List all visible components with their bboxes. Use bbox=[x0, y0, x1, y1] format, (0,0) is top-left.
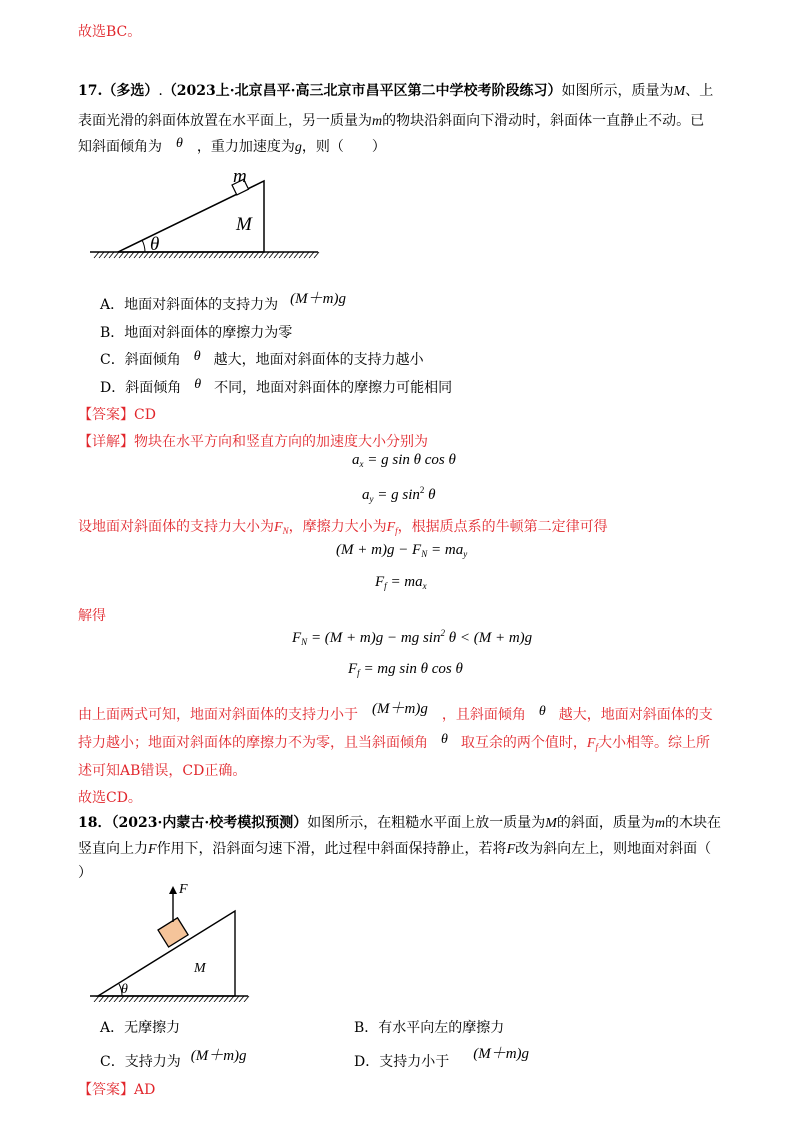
hatch-mark bbox=[159, 996, 164, 1002]
hatch-mark bbox=[309, 252, 314, 258]
option-text: 支持力为 bbox=[124, 1054, 181, 1070]
eq-sub: y bbox=[463, 549, 468, 559]
q18-M: M bbox=[545, 816, 557, 831]
eq-rhs: = mg sin θ cos θ bbox=[359, 661, 463, 677]
hatch-mark bbox=[279, 252, 284, 258]
q18-dot: ． bbox=[97, 815, 112, 831]
q17-m: m bbox=[372, 114, 383, 129]
hatch-mark bbox=[134, 252, 139, 258]
detail-label: 【详解】 bbox=[78, 434, 134, 450]
q17-stem-text: 如图所示，质量为 bbox=[561, 83, 674, 99]
detail-FN-sub: N bbox=[282, 526, 289, 536]
hatch-mark bbox=[174, 996, 179, 1002]
q17-source: （2023上·北京昌平·高三北京市昌平区第二中学校考阶段练习） bbox=[162, 83, 562, 99]
q17-final: 故选CD。 bbox=[78, 790, 142, 806]
hatch-mark bbox=[169, 996, 174, 1002]
q18-incline-figure bbox=[90, 878, 250, 1002]
q18-m: m bbox=[654, 816, 665, 831]
hatch-mark bbox=[269, 252, 274, 258]
option-letter: A． bbox=[100, 297, 125, 313]
conclusion-Ff-sub: f bbox=[595, 742, 598, 752]
conclusion-text: ，且斜面倾角 bbox=[441, 707, 526, 723]
hatch-mark bbox=[234, 996, 239, 1002]
option-letter: D． bbox=[100, 380, 126, 396]
label-M: M bbox=[194, 961, 206, 976]
label-M: M bbox=[236, 214, 252, 235]
option-letter: A． bbox=[100, 1020, 125, 1036]
q17-number: 17. bbox=[78, 83, 103, 99]
force-arrowhead bbox=[169, 886, 177, 894]
hatch-mark bbox=[139, 252, 144, 258]
option-letter: C． bbox=[100, 352, 125, 368]
option-text: 有水平向左的摩擦力 bbox=[378, 1020, 505, 1036]
hatch-mark bbox=[164, 252, 169, 258]
q17-option-c bbox=[100, 349, 424, 369]
q18-stem-text: 的木块在 bbox=[665, 815, 721, 831]
hatch-mark bbox=[229, 996, 234, 1002]
option-formula: (M＋m)g bbox=[473, 1046, 530, 1062]
option-letter: B． bbox=[354, 1020, 379, 1036]
hatch-mark bbox=[289, 252, 294, 258]
hatch-mark bbox=[164, 996, 169, 1002]
q18-option-b bbox=[354, 1017, 504, 1037]
q18-option-d bbox=[354, 1046, 530, 1071]
option-text: 越大，地面对斜面体的支持力越小 bbox=[213, 352, 424, 368]
hatch-mark bbox=[129, 996, 134, 1002]
q17-theta: θ bbox=[176, 136, 183, 151]
q17-stem-text: ，重力加速度为 bbox=[196, 139, 295, 155]
option-theta: θ bbox=[194, 377, 202, 392]
conclusion-text: 持力越小；地面对斜面体的摩擦力不为零，且当斜面倾角 bbox=[78, 735, 428, 751]
angle-arc bbox=[142, 240, 145, 252]
hatch-mark bbox=[169, 252, 174, 258]
hatch-mark bbox=[239, 252, 244, 258]
hatch-mark bbox=[214, 996, 219, 1002]
q17-incline-figure bbox=[90, 165, 320, 265]
hatch-mark bbox=[194, 252, 199, 258]
q17-stem-text: ，则（ ） bbox=[301, 139, 386, 155]
q17-dot: . bbox=[158, 83, 163, 99]
hatch-mark bbox=[99, 996, 104, 1002]
hatch-mark bbox=[219, 996, 224, 1002]
hatch-mark bbox=[244, 996, 249, 1002]
option-letter: D． bbox=[354, 1054, 380, 1070]
q17-stem-text: 表面光滑的斜面体放置在水平面上，另一质量为 bbox=[78, 113, 372, 129]
hatch-mark bbox=[204, 252, 209, 258]
label-theta: θ bbox=[121, 982, 128, 997]
hatch-mark bbox=[239, 996, 244, 1002]
hatch-mark bbox=[104, 252, 109, 258]
eq-Ff-result bbox=[348, 661, 463, 678]
detail-text: ，根据质点系的牛顿第二定律可得 bbox=[397, 519, 608, 535]
conclusion-text: 大小相等。综上所 bbox=[597, 735, 710, 751]
eq-end: θ < (M + m)g bbox=[444, 630, 533, 646]
q17-conclusion-line1 bbox=[78, 703, 713, 724]
eq-FN-result bbox=[292, 628, 532, 647]
hatch-mark bbox=[299, 252, 304, 258]
eq-ay bbox=[362, 485, 436, 504]
eq-rhs: = ma bbox=[386, 574, 423, 590]
hatch-mark bbox=[109, 996, 114, 1002]
label-m: m bbox=[233, 166, 247, 187]
q18-stem-line2 bbox=[78, 838, 711, 858]
hatch-mark bbox=[189, 252, 194, 258]
hatch-mark bbox=[114, 996, 119, 1002]
conclusion-text: 取互余的两个值时， bbox=[460, 735, 587, 751]
detail-text: 物块在水平方向和竖直方向的加速度大小分别为 bbox=[134, 434, 428, 450]
q18-stem-text: 竖直向上力 bbox=[78, 841, 148, 857]
hatch-mark bbox=[199, 252, 204, 258]
eq-ax bbox=[352, 452, 456, 469]
hatch-mark bbox=[94, 252, 99, 258]
hatch-mark bbox=[134, 996, 139, 1002]
incline-triangle bbox=[98, 911, 235, 996]
q17-M: M bbox=[673, 84, 686, 99]
q17-stem-line3 bbox=[78, 136, 386, 156]
hatch-mark bbox=[209, 252, 214, 258]
q18-answer bbox=[78, 1079, 155, 1099]
hatch-mark bbox=[179, 996, 184, 1002]
q17-g: g bbox=[294, 140, 302, 155]
q17-option-b bbox=[100, 322, 292, 342]
hatch-mark bbox=[264, 252, 269, 258]
hatch-mark bbox=[204, 996, 209, 1002]
option-theta: θ bbox=[193, 349, 201, 364]
q17-stem-text: 的物块沿斜面向下滑动时，斜面体一直静止不动。已 bbox=[382, 113, 705, 129]
answer-label: 【答案】 bbox=[78, 407, 134, 423]
hatch-mark bbox=[314, 252, 319, 258]
eq-sym: a bbox=[352, 452, 360, 468]
eq-sub: N bbox=[421, 549, 428, 559]
hatch-mark bbox=[244, 252, 249, 258]
option-text: 支持力小于 bbox=[379, 1054, 450, 1070]
eq-sub: x bbox=[422, 581, 427, 591]
conclusion-theta: θ bbox=[538, 704, 546, 719]
q18-stem-line3: ） bbox=[78, 865, 92, 881]
hatch-mark bbox=[249, 252, 254, 258]
eq-sub: x bbox=[359, 459, 364, 469]
hatch-mark bbox=[209, 996, 214, 1002]
option-text: 地面对斜面体的支持力为 bbox=[124, 297, 279, 313]
q17-conclusion-line2 bbox=[78, 732, 710, 752]
q17-tag: （多选） bbox=[102, 83, 159, 99]
eq-sub: f bbox=[357, 668, 360, 678]
conclusion-formula: (M＋m)g bbox=[372, 701, 428, 717]
answer-value: CD bbox=[134, 407, 156, 423]
hatch-mark bbox=[234, 252, 239, 258]
prev-conclusion: 故选BC。 bbox=[78, 24, 142, 40]
q18-stem-text: 如图所示，在粗糙水平面上放一质量为 bbox=[307, 815, 546, 831]
q17-stem-text: 、上 bbox=[685, 83, 714, 99]
q17-answer bbox=[78, 404, 156, 424]
q17-conclusion-line3: 述可知AB错误，CD正确。 bbox=[78, 763, 247, 779]
eq-sym: a bbox=[362, 487, 370, 503]
hatch-mark bbox=[124, 252, 129, 258]
q18-stem-line1 bbox=[78, 812, 721, 832]
hatch-mark bbox=[129, 252, 134, 258]
hatch-mark bbox=[219, 252, 224, 258]
eq-lhs: F bbox=[292, 630, 302, 646]
hatch-mark bbox=[94, 996, 99, 1002]
eq-newton-horizontal bbox=[375, 574, 427, 591]
detail-text: 设地面对斜面体的支持力大小为 bbox=[78, 519, 274, 535]
q18-stem-text: 的斜面，质量为 bbox=[556, 815, 655, 831]
q18-option-a bbox=[100, 1017, 180, 1037]
hatch-mark bbox=[174, 252, 179, 258]
q17-solve-label: 解得 bbox=[78, 608, 106, 624]
hatch-mark bbox=[144, 252, 149, 258]
hatch-mark bbox=[224, 252, 229, 258]
q18-F: F bbox=[506, 842, 516, 857]
eq-sub: f bbox=[384, 581, 387, 591]
q17-option-a bbox=[100, 293, 346, 314]
q18-stem-text: 改为斜向左上，则地面对斜面（ bbox=[515, 841, 712, 857]
detail-text: ，摩擦力大小为 bbox=[288, 519, 387, 535]
conclusion-text: 由上面两式可知，地面对斜面体的支持力小于 bbox=[78, 707, 358, 723]
eq-sup: 2 bbox=[440, 628, 445, 638]
q18-source: （2023·内蒙古·校考模拟预测） bbox=[111, 815, 308, 831]
option-text: 斜面倾角 bbox=[125, 380, 182, 396]
answer-value: AD bbox=[134, 1082, 156, 1098]
eq-rhs: = g sin bbox=[373, 487, 420, 503]
detail-Ff: F bbox=[386, 520, 396, 535]
q17-detail-line1 bbox=[78, 431, 428, 451]
conclusion-theta: θ bbox=[441, 732, 448, 747]
hatch-mark bbox=[159, 252, 164, 258]
detail-Ff-sub: f bbox=[395, 526, 398, 536]
q17-detail-line2 bbox=[78, 516, 608, 536]
option-letter: C． bbox=[100, 1054, 125, 1070]
q17-option-d bbox=[100, 377, 452, 397]
hatch-mark bbox=[214, 252, 219, 258]
eq-rhs: = (M + m)g − mg sin bbox=[307, 630, 441, 646]
hatch-mark bbox=[109, 252, 114, 258]
hatch-mark bbox=[144, 996, 149, 1002]
option-text: 无摩擦力 bbox=[124, 1020, 181, 1036]
hatch-mark bbox=[294, 252, 299, 258]
eq-sub: y bbox=[369, 494, 374, 504]
hatch-mark bbox=[189, 996, 194, 1002]
q18-F: F bbox=[148, 842, 157, 857]
option-letter: B． bbox=[100, 325, 125, 341]
hatch-mark bbox=[179, 252, 184, 258]
eq-sup: 2 bbox=[419, 485, 425, 495]
detail-FN: F bbox=[274, 520, 283, 535]
answer-label: 【答案】 bbox=[78, 1082, 134, 1098]
hatch-mark bbox=[199, 996, 204, 1002]
hatch-mark bbox=[304, 252, 309, 258]
hatch-mark bbox=[104, 996, 109, 1002]
label-theta: θ bbox=[150, 234, 160, 255]
eq-lhs: (M + m)g − F bbox=[336, 542, 422, 558]
label-F: F bbox=[179, 882, 188, 897]
hatch-mark bbox=[224, 996, 229, 1002]
eq-rhs: = g sin θ cos θ bbox=[363, 452, 456, 468]
q17-stem-text: 知斜面倾角为 bbox=[78, 139, 162, 155]
hatch-mark bbox=[154, 996, 159, 1002]
hatch-mark bbox=[119, 252, 124, 258]
q18-stem-text: 作用下，沿斜面匀速下滑，此过程中斜面保持静止，若将 bbox=[156, 841, 507, 857]
q18-number: 18 bbox=[78, 815, 98, 831]
q17-stem-line1 bbox=[78, 80, 713, 100]
hatch-mark bbox=[114, 252, 119, 258]
hatch-mark bbox=[284, 252, 289, 258]
hatch-mark bbox=[99, 252, 104, 258]
hatch-mark bbox=[254, 252, 259, 258]
hatch-mark bbox=[184, 252, 189, 258]
eq-lhs: F bbox=[348, 661, 358, 677]
eq-rhs: = ma bbox=[427, 542, 464, 558]
option-text: 斜面倾角 bbox=[124, 352, 181, 368]
eq-end: θ bbox=[424, 487, 436, 503]
eq-lhs: F bbox=[375, 574, 385, 590]
option-text: 地面对斜面体的摩擦力为零 bbox=[124, 325, 293, 341]
option-text: 不同，地面对斜面体的摩擦力可能相同 bbox=[214, 380, 453, 396]
hatch-mark bbox=[194, 996, 199, 1002]
conclusion-Ff: F bbox=[586, 736, 596, 751]
q18-option-c bbox=[100, 1050, 247, 1071]
hatch-mark bbox=[259, 252, 264, 258]
hatch-mark bbox=[229, 252, 234, 258]
hatch-mark bbox=[184, 996, 189, 1002]
eq-newton-vertical bbox=[336, 542, 467, 559]
hatch-mark bbox=[139, 996, 144, 1002]
q17-stem-line2 bbox=[78, 110, 704, 130]
hatch-mark bbox=[274, 252, 279, 258]
option-formula: (M＋m)g bbox=[290, 291, 346, 307]
hatch-mark bbox=[149, 996, 154, 1002]
conclusion-text: 越大，地面对斜面体的支 bbox=[558, 707, 713, 723]
option-formula: (M＋m)g bbox=[190, 1048, 247, 1064]
eq-sub: N bbox=[301, 637, 308, 647]
